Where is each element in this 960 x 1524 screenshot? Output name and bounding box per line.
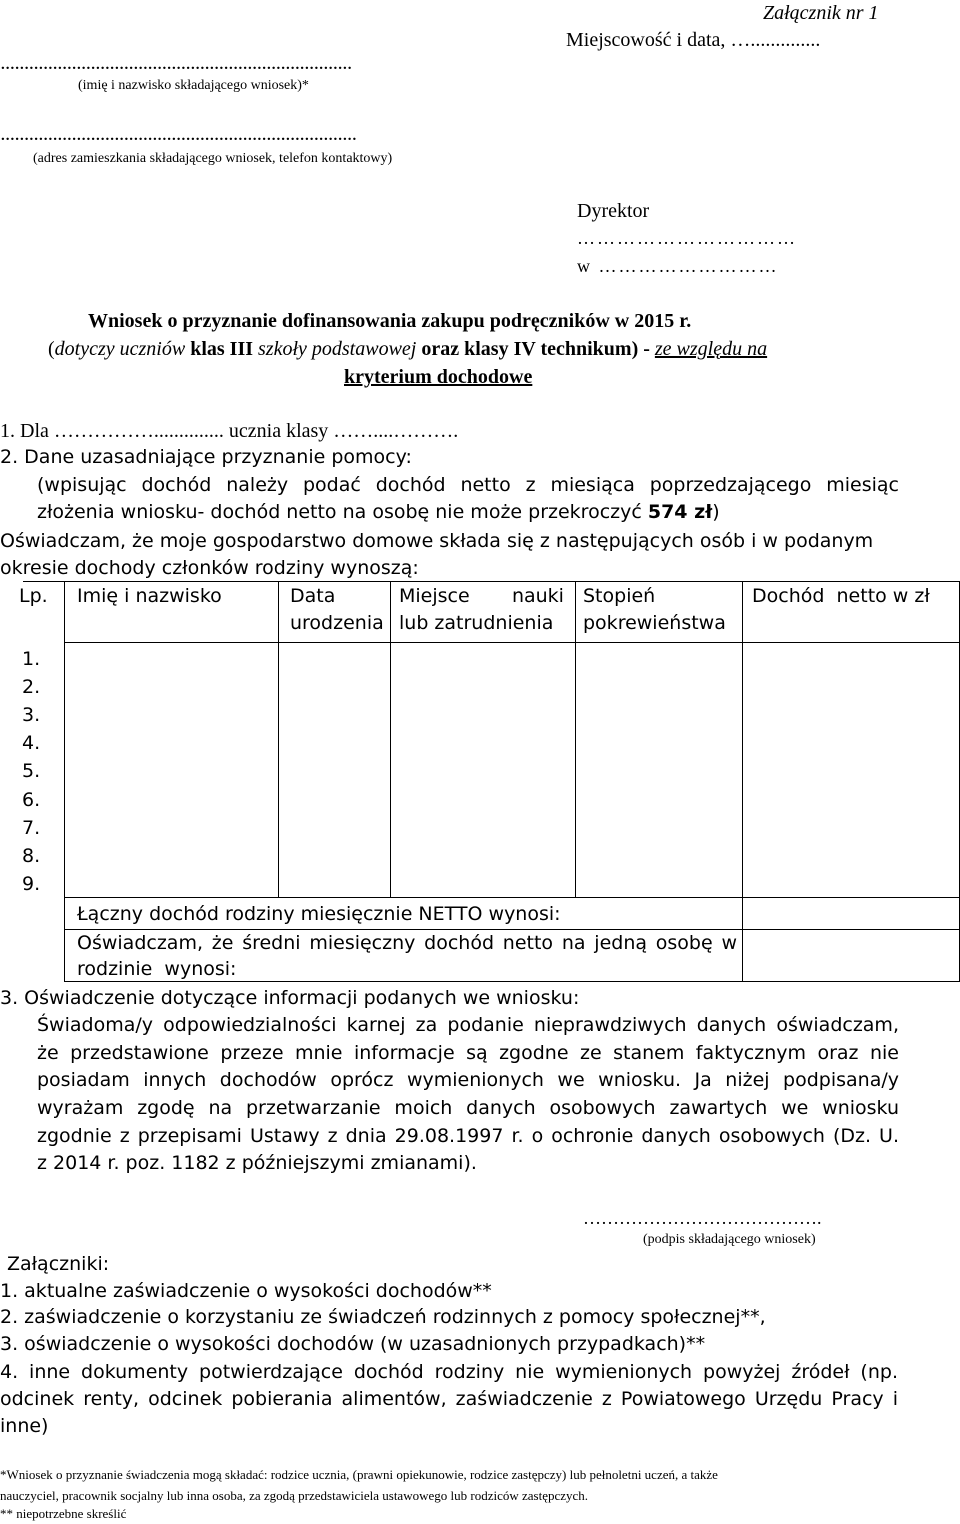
student-class-field[interactable]: 1. Dla …………….............. ucznia klasy ……....………. <box>0 420 459 442</box>
subtitle-italic-1: dotyczy uczniów <box>54 338 186 360</box>
signature-caption: (podpis składającego wniosek) <box>643 1232 816 1247</box>
household-declaration-line-1: Oświadczam, że moje gospodarstwo domowe składa się z następujących osób i w podanym <box>0 530 874 552</box>
table-row: 9. <box>22 873 41 895</box>
col-header-workplace-2: lub zatrudnienia <box>399 612 554 634</box>
signature-field[interactable]: …………………………………. <box>583 1208 822 1228</box>
applicant-address-caption: (adres zamieszkania składającego wniosek, telefon kontaktowy) <box>33 151 393 166</box>
average-income-label-1: Oświadczam, że średni miesięczny dochód netto na jedną osobę w <box>77 932 737 954</box>
attachment-item-4-line-1: 4. inne dokumenty potwierdzające dochód rodziny nie wymienionych powyżej źródeł (np. <box>0 1361 898 1383</box>
attachment-label: Załącznik nr 1 <box>763 2 879 24</box>
attachment-item: 1. aktualne zaświadczenie o wysokości dochodów** <box>0 1280 492 1302</box>
subtitle-open: ( <box>48 338 55 360</box>
subtitle-underline: ze względu na <box>654 338 768 360</box>
income-note-line-2 <box>37 501 720 523</box>
col-header-relation-2: pokrewieństwa <box>583 612 726 634</box>
income-limit: 574 zł <box>647 501 713 523</box>
income-note-text: złożenia wniosku- dochód netto na osobę nie może przekroczyć <box>37 501 648 523</box>
statement-line: wyrażam zgodę na przetwarzanie moich danych osobowych zawartych we wniosku <box>37 1097 899 1119</box>
col-header-relation-1: Stopień <box>583 585 656 607</box>
footnote-3: ** niepotrzebne skreślić <box>0 1506 127 1521</box>
applicant-name-caption: (imię i nazwisko składającego wniosek)* <box>78 78 309 93</box>
total-income-label: Łączny dochód rodziny miesięcznie NETTO wynosi: <box>77 903 561 925</box>
attachment-item-4-line-3: inne) <box>0 1415 49 1437</box>
col-header-birthdate-1: Data <box>290 585 336 607</box>
subtitle-bold-1: klas III <box>185 338 259 360</box>
subtitle-italic-2: szkoły podstawowej <box>258 338 417 360</box>
footnote-2: nauczyciel, pracownik socjalny lub inna osoba, za zgodą przedstawiciela ustawowego lub rodziców zastępczych. <box>0 1488 589 1503</box>
footnote-1: *Wniosek o przyznanie świadczenia mogą składać: rodzice ucznia, (prawni opiekunowie, rodzice zastępczy) lub pełnoletni uczeń, a także <box>0 1467 718 1482</box>
table-row: 5. <box>22 760 41 782</box>
average-income-label-2: rodzinie wynosi: <box>77 958 237 980</box>
table-row: 1. <box>22 648 41 670</box>
table-row: 7. <box>22 817 41 839</box>
table-row: 8. <box>22 845 41 867</box>
section-3-heading: 3. Oświadczenie dotyczące informacji podanych we wniosku: <box>0 987 580 1009</box>
statement-line: z 2014 r. poz. 1182 z późniejszymi zmianami). <box>37 1152 477 1174</box>
income-note-close: ) <box>712 501 720 523</box>
statement-line: zgodnie z przepisami Ustawy z dnia 29.08.1997 r. o ochronie danych osobowych (Dz. U. <box>37 1125 899 1147</box>
recipient-title: Dyrektor <box>577 200 650 222</box>
income-note-line-1: (wpisując dochód należy podać dochód netto z miesiąca poprzedzającego miesiąc <box>37 474 899 496</box>
attachment-item: 2. zaświadczenie o korzystaniu ze świadczeń rodzinnych z pomocy społecznej**, <box>0 1306 766 1328</box>
table-row: 6. <box>22 789 41 811</box>
col-header-lp: Lp. <box>19 585 48 607</box>
form-title: Wniosek o przyznanie dofinansowania zakupu podręczników w 2015 r. <box>88 310 692 332</box>
form-subtitle <box>48 338 767 361</box>
place-date-field[interactable]: Miejscowość i data, ….............. <box>566 29 821 51</box>
table-row: 2. <box>22 676 41 698</box>
statement-line: Świadoma/y odpowiedzialności karnej za podanie nieprawdziwych danych oświadczam, <box>37 1014 899 1036</box>
recipient-line-1[interactable]: …………………………… <box>577 228 797 248</box>
statement-line: posiadam innych dochodów oprócz wymienionych we wniosku. Ja niżej podpisana/y <box>37 1069 899 1091</box>
table-row: 4. <box>22 732 41 754</box>
table-row: 3. <box>22 704 41 726</box>
applicant-address-dots[interactable]: ........................................................................... <box>1 128 358 144</box>
attachment-item: 3. oświadczenie o wysokości dochodów (w uzasadnionych przypadkach)** <box>0 1333 706 1355</box>
col-header-birthdate-2: urodzenia <box>290 612 384 634</box>
statement-line: że przedstawione przeze mnie informacje są zgodne ze stanem faktycznym oraz nie <box>37 1042 899 1064</box>
col-header-workplace-1: Miejsce nauki <box>399 585 564 607</box>
col-header-name: Imię i nazwisko <box>77 585 222 607</box>
recipient-line-2[interactable]: w ……………………… <box>577 256 779 276</box>
attachment-item-4-line-2: odcinek renty, odcinek pobierania alimentów, zaświadczenie z Powiatowego Urzędu Pracy i <box>0 1388 898 1410</box>
household-declaration-line-2: okresie dochody członków rodziny wynoszą: <box>0 557 419 579</box>
col-header-income: Dochód netto w zł <box>752 585 930 607</box>
section-2-heading: 2. Dane uzasadniające przyznanie pomocy: <box>0 446 412 468</box>
subtitle-bold-2: oraz klasy IV technikum) - <box>416 338 655 360</box>
form-subtitle-line-2: kryterium dochodowe <box>344 366 533 388</box>
attachments-title: Załączniki: <box>7 1253 110 1275</box>
applicant-name-dots[interactable]: .......................................................................... <box>1 57 353 73</box>
